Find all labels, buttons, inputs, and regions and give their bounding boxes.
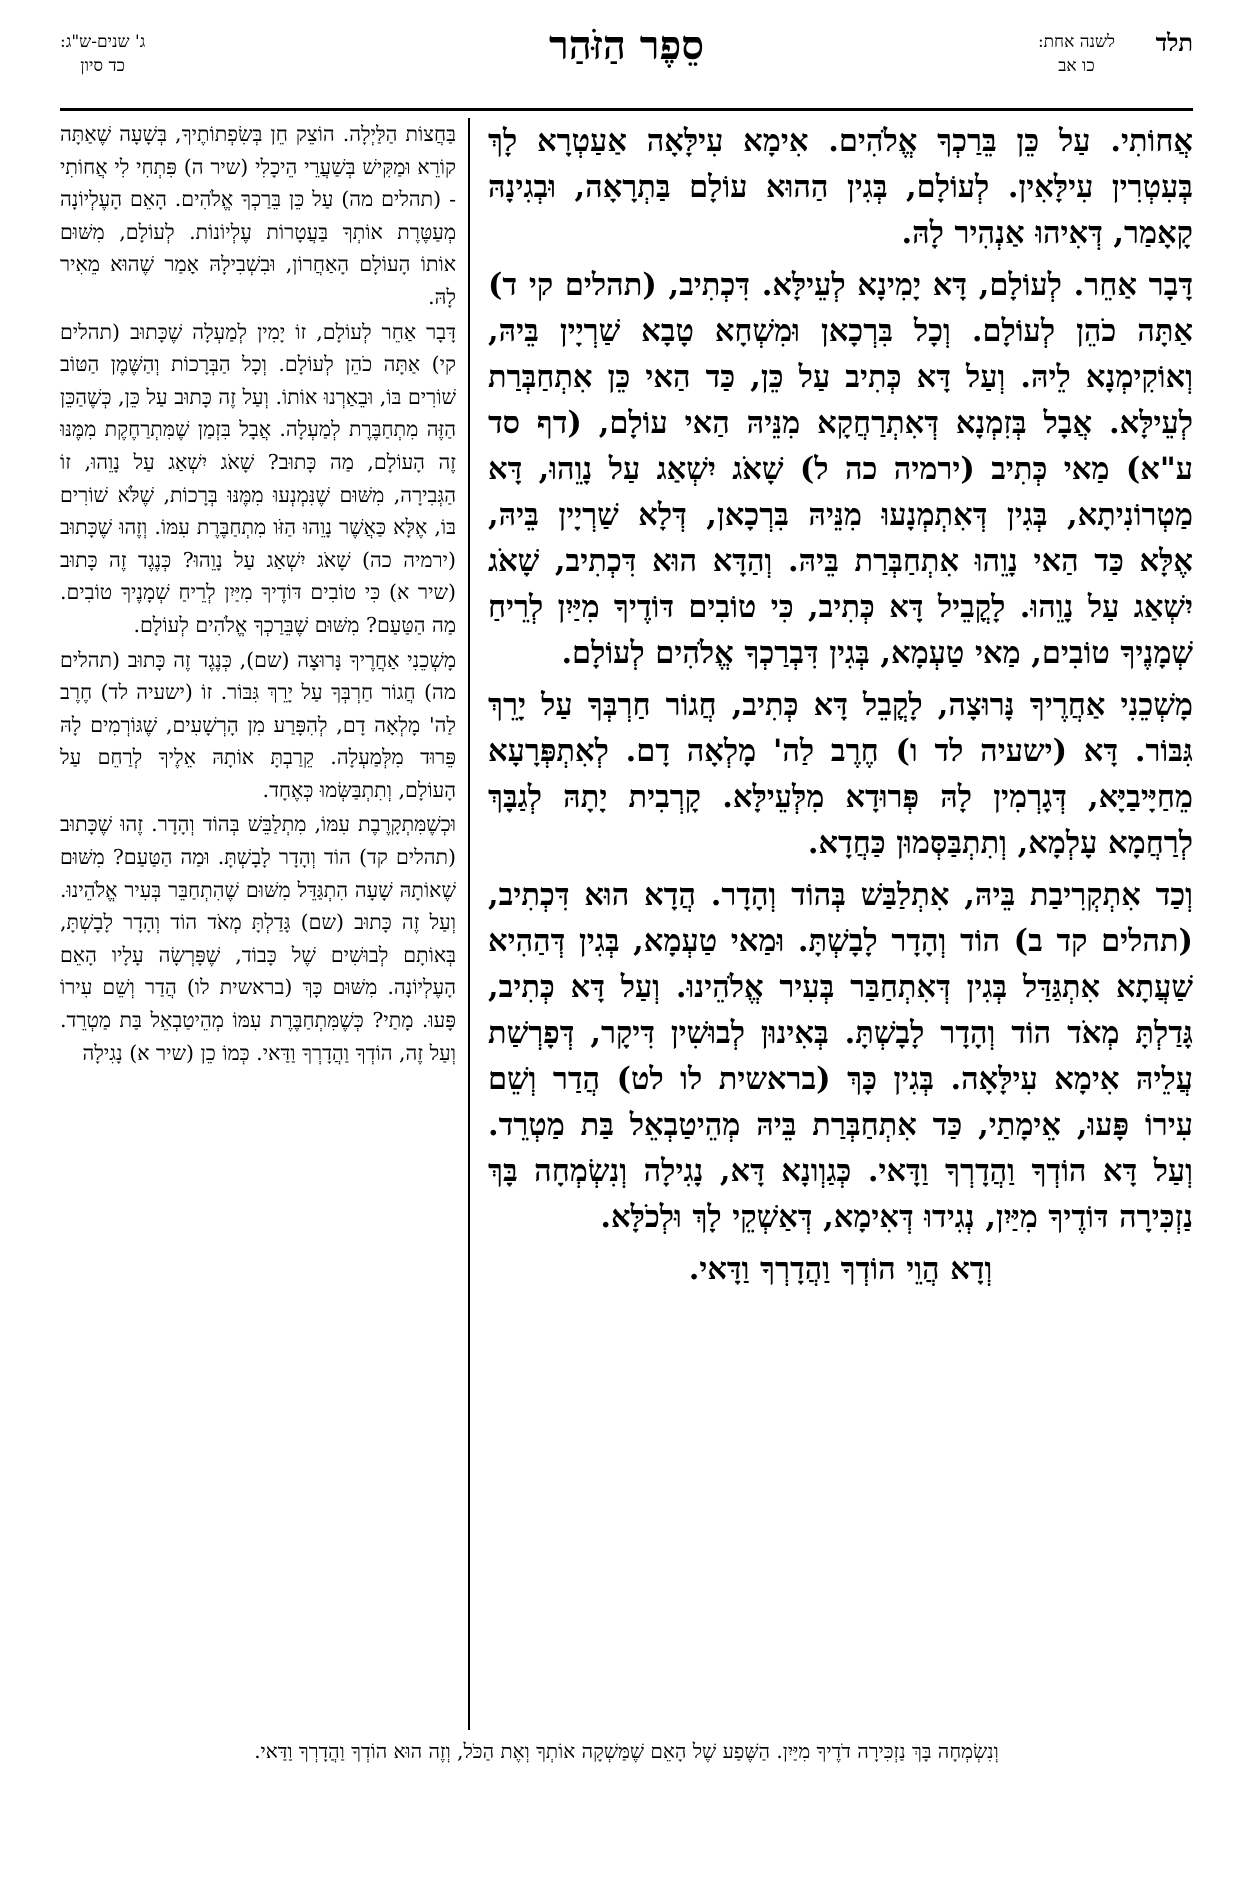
side-paragraph: בַּחֲצוֹת הַלַּיְלָה. הוֹצֵק חֵן בְּשִׂפְתוֹתֶיךָ, בְּשָׁעָה שֶׁאַתָּה קוֹרֵא וּמַקִּישׁ בְּשַׁעֲרֵי הֵיכָלִי (שיר ה) פִּתְחִי לִי אֲחוֹתִי - (תהלים מה) עַל כֵּן בֵּרַכְךָ אֱלֹהִים. הָאֵם הָעֶלְיוֹנָה מְעַטֶּרֶת אוֹתְךָ בַּעֲטָרוֹת עֶלְיוֹנוֹת. לְעוֹלָם, מִשּׁוּם אוֹתוֹ הָעוֹלָם הָאַחֲרוֹן, וּבִשְׁבִילָהּ אָמַר שֶׁהוּא מֵאִיר לָהּ.	[60, 122, 456, 309]
header-left-line1: ג' שנים-ש"ג:	[60, 32, 146, 52]
header-right-line2: כו אב	[1058, 56, 1095, 76]
side-paragraph: דָּבָר אַחֵר לְעוֹלָם, זוֹ יָמִין לְמַעְלָה שֶׁכָּתוּב (תהלים קי) אַתָּה כֹהֵן לְעוֹלָם. וְכָל הַבְּרָכוֹת וְהַשֶּׁמֶן הַטּוֹב שׁוֹרִים בּוֹ, וּבֵאַרְנוּ אוֹתוֹ. וְעַל זֶה כָּתוּב עַל כֵּן, כְּשֶׁהַכֵּן הַזֶּה מִתְחַבֶּרֶת לְמַעְלָה. אֲבָל בִּזְמַן שֶׁמִּתְרַחֶקֶת מִמֶּנּוּ זֶה הָעוֹלָם, מַה כָּתוּב? שָׁאֹג יִשְׁאַג עַל נָוֵהוּ, זוֹ הַגְּבִירָה, מִשּׁוּם שֶׁנִּמְנְעוּ מִמֶּנּוּ בְּרָכוֹת, שֶׁלֹּא שׁוֹרִים בּוֹ, אֶלָּא כַּאֲשֶׁר נָוֵהוּ הַזֹּו מִתְחַבֶּרֶת עִמּוֹ. וְזֶהוּ שֶׁכָּתוּב (ירמיה כה) שָׁאֹג יִשְׁאַג עַל נָוֵהוּ? כְּנֶגֶד זֶה כָּתוּב (שיר א) כִּי טוֹבִים דּוֹדֶיךָ מִיַּיִן לְרֵיחַ שְׁמָנֶיךָ טוֹבִים. מַה הַטַּעַם? מִשּׁוּם שֶׁבֵּרַכְךָ אֱלֹהִים לְעוֹלָם.	[60, 319, 456, 637]
main-paragraph-closing: וְדָא הֲוֵי הוֹדְךָ וַהֲדָרְךָ וַדָּאי.	[688, 1251, 993, 1287]
column-divider	[468, 118, 470, 1730]
main-paragraph: דָּבָר אַחֵר. לְעוֹלָם, דָּא יָמִינָא לְעֵילָּא. דִּכְתִיב, (תהלים קי ד) אַתָּה כֹהֵן לְעוֹלָם. וְכָל בִּרְכָאן וּמִשְׁחָא טָבָא שַׁרְיָין בֵּיהּ, וְאוֹקִימְנָא לֵיהּ. וְעַל דָּא כְּתִיב עַל כֵּן, כַּד הַאי כֵּן אִתְחַבְּרַת לְעֵילָּא. אֲבָל בְּזִמְנָא דְּאִתְרַחֲקָא מִנֵּיהּ הַאי עוֹלָם, (דף סד ע"א) מַאי כְּתִיב (ירמיה כה ל) שָׁאֹג יִשְׁאַג עַל נָוֵהוּ, דָּא מַטְרוֹנִיתָא, בְּגִין דְּאִתְמְנָעוּ מִנֵּיהּ בִּרְכָאן, דְּלָא שַׁרְיָין בֵּיהּ, אֶלָּא כַּד הַאי נָוֵהוּ אִתְחַבְּרַת בֵּיהּ. וְהַדָּא הוּא דִּכְתִיב, שָׁאֹג יִשְׁאַג עַל נָוֵהוּ. לָקֳבֵיל דָּא כְּתִיב, כִּי טוֹבִים דּוֹדֶיךָ מִיַּיִן לְרֵיחַ שְׁמָנֶיךָ טוֹבִים, מַאי טַעְמָא, בְּגִין דִּבְרַכְךָ אֱלֹהִים לְעוֹלָם.	[488, 267, 1193, 671]
bottom-translation-line: וְנִשְׂמְחָה בָּךְ נַזְכִּירָה דֹדֶיךָ מִיַּיִן. הַשֶּׁפַע שֶׁל הָאֵם שֶׁמַּשְׁקָה אוֹתְךָ וְאֶת הַכֹּל, וְזֶה הוּא הוֹדְךָ וַהֲדָרְךָ וַדַּאי.	[254, 1739, 999, 1763]
main-paragraph: וְכַד אִתְקְרִיבַת בֵּיהּ, אִתְלַבַּשׁ בְּהוֹד וְהָדָר. הֲדָא הוּא דִּכְתִיב, (תהלים קד ב) הוֹד וְהָדָר לָבָשְׁתָּ. וּמַאי טַעְמָא, בְּגִין דְּהַהִיא שַׁעֲתָא אִתְגַּדַּל בְּגִין דְּאִתְחַבַּר בְּעִיר אֱלֹהֵינוּ. וְעַל דָּא כְּתִיב, גָּדַלְתָּ מְאֹד הוֹד וְהָדָר לָבָשְׁתָּ. בְּאִינוּן לְבוּשִׁין דִּיקָר, דְּפָרְשַׁת עֲלֵיהּ אִימָא עִילָּאָה. בְּגִין כָּךְ (בראשית לו לט) הֲדַר וְשֵׁם עִירוֹ פָּעוּ, אֵימָתַי, כַּד אִתְחַבְּרַת בֵּיהּ מְהֵיטַבְאֵל בַּת מַטְרֵד. וְעַל דָּא הוֹדְךָ וַהֲדָרְךָ וַדָּאי. כְּגַוְונָא דָּא, נָגִילָה וְנִשְׂמְחָה בָּךְ נַזְכִּירָה דּוֹדֶיךָ מִיַּיִן, נְגִידוּ דְּאִימָא, דְּאַשְׁקֵי לָךְ וּלְכֹלָּא.	[488, 877, 1193, 1235]
book-title: סֵפֶר הַזֹּהַר	[549, 22, 704, 69]
header-left-line2: כד סיון	[80, 56, 125, 76]
aramaic-main-column	[488, 118, 1193, 1730]
header-right-line1: לשנה אחת:	[1037, 32, 1115, 52]
hebrew-translation-column	[60, 118, 456, 1730]
main-paragraph: אֲחוֹתִי. עַל כֵּן בֵּרַכְךָ אֱלֹהִים. אִימָא עִילָּאָה אַעַטְרָא לָךְ בְּעִטְרִין עִילָּאִין. לְעוֹלָם, בְּגִין הַהוּא עוֹלָם בַּתְרָאָה, וּבְגִינָהּ קָאָמַר, דְּאִיהוּ אַנְהִיר לָהּ.	[488, 123, 1193, 251]
main-paragraph: מָשְׁכֵנִי אַחֲרֶיךָ נָּרוּצָה, לָקֳבֵל דָּא כְּתִיב, חֲגוֹר חַרְבְּךָ עַל יָרֵךְ גִּבּוֹר. דָּא (ישעיה לד ו) חֶרֶב לַה' מָלְאָה דָם. לְאִתְפְּרָעָא מֵחַיָּיבַיָּא, דְּגָרְמִין לָהּ פְּרוּדָא מִלְּעֵילָּא. קָרְבִית יָתָהּ לְגַבָּךְ לְרַחֲמָא עָלְמָא, וְתִתְבַּסְּמוּן כַּחֲדָא.	[488, 687, 1193, 861]
header-rule	[60, 108, 1193, 111]
side-paragraph: מָשְׁכֵנִי אַחֲרֶיךָ נָּרוּצָה (שם), כְּנֶגֶד זֶה כָּתוּב (תהלים מה) חֲגוֹר חַרְבְּךָ עַל יָרֵךְ גִּבּוֹר. זוֹ (ישעיה לד) חֶרֶב לַה' מָלְאָה דָם, לְהִפָּרַע מִן הָרְשָׁעִים, שֶׁגּוֹרְמִים לָהּ פֵּרוּד מִלְּמַעְלָה. קֵרַבְתָּ אוֹתָהּ אֵלֶיךָ לְרַחֵם עַל הָעוֹלָם, וְתִתְבַּשְּׂמוּ כְּאֶחָד.	[60, 647, 456, 802]
page-number: תלד	[1155, 28, 1193, 57]
header-left-box	[60, 30, 145, 78]
side-paragraph: וּכְשֶׁמִּתְקָרֶבֶת עִמּוֹ, מִתְלַבֵּשׁ בְּהוֹד וְהָדָר. זֶהוּ שֶׁכָּתוּב (תהלים קד) הוֹד וְהָדָר לָבָשְׁתָּ. וּמַה הַטַּעַם? מִשּׁוּם שֶׁאוֹתָהּ שָׁעָה הִתְגַּדֵּל מִשּׁוּם שֶׁהִתְחַבֵּר בְּעִיר אֱלֹהֵינוּ. וְעַל זֶה כָּתוּב (שם) גָּדַלְתָּ מְאֹד הוֹד וְהָדָר לָבָשְׁתָּ, בְּאוֹתָם לְבוּשִׁים שֶׁל כָּבוֹד, שֶׁפָּרְשָׂה עָלָיו הָאֵם הָעֶלְיוֹנָה. מִשּׁוּם כָּךְ (בראשית לו) הֲדַר וְשֵׁם עִירוֹ פָּעוּ. מָתַי? כְּשֶׁמִּתְחַבֶּרֶת עִמּוֹ מְהֵיטַבְאֵל בַּת מַטְרֵד. וְעַל זֶה, הוֹדְךָ וַהֲדָרְךָ וַדַּאי. כְּמוֹ כֵן (שיר א) נָגִילָה	[60, 812, 456, 1065]
page-header	[60, 22, 1193, 102]
